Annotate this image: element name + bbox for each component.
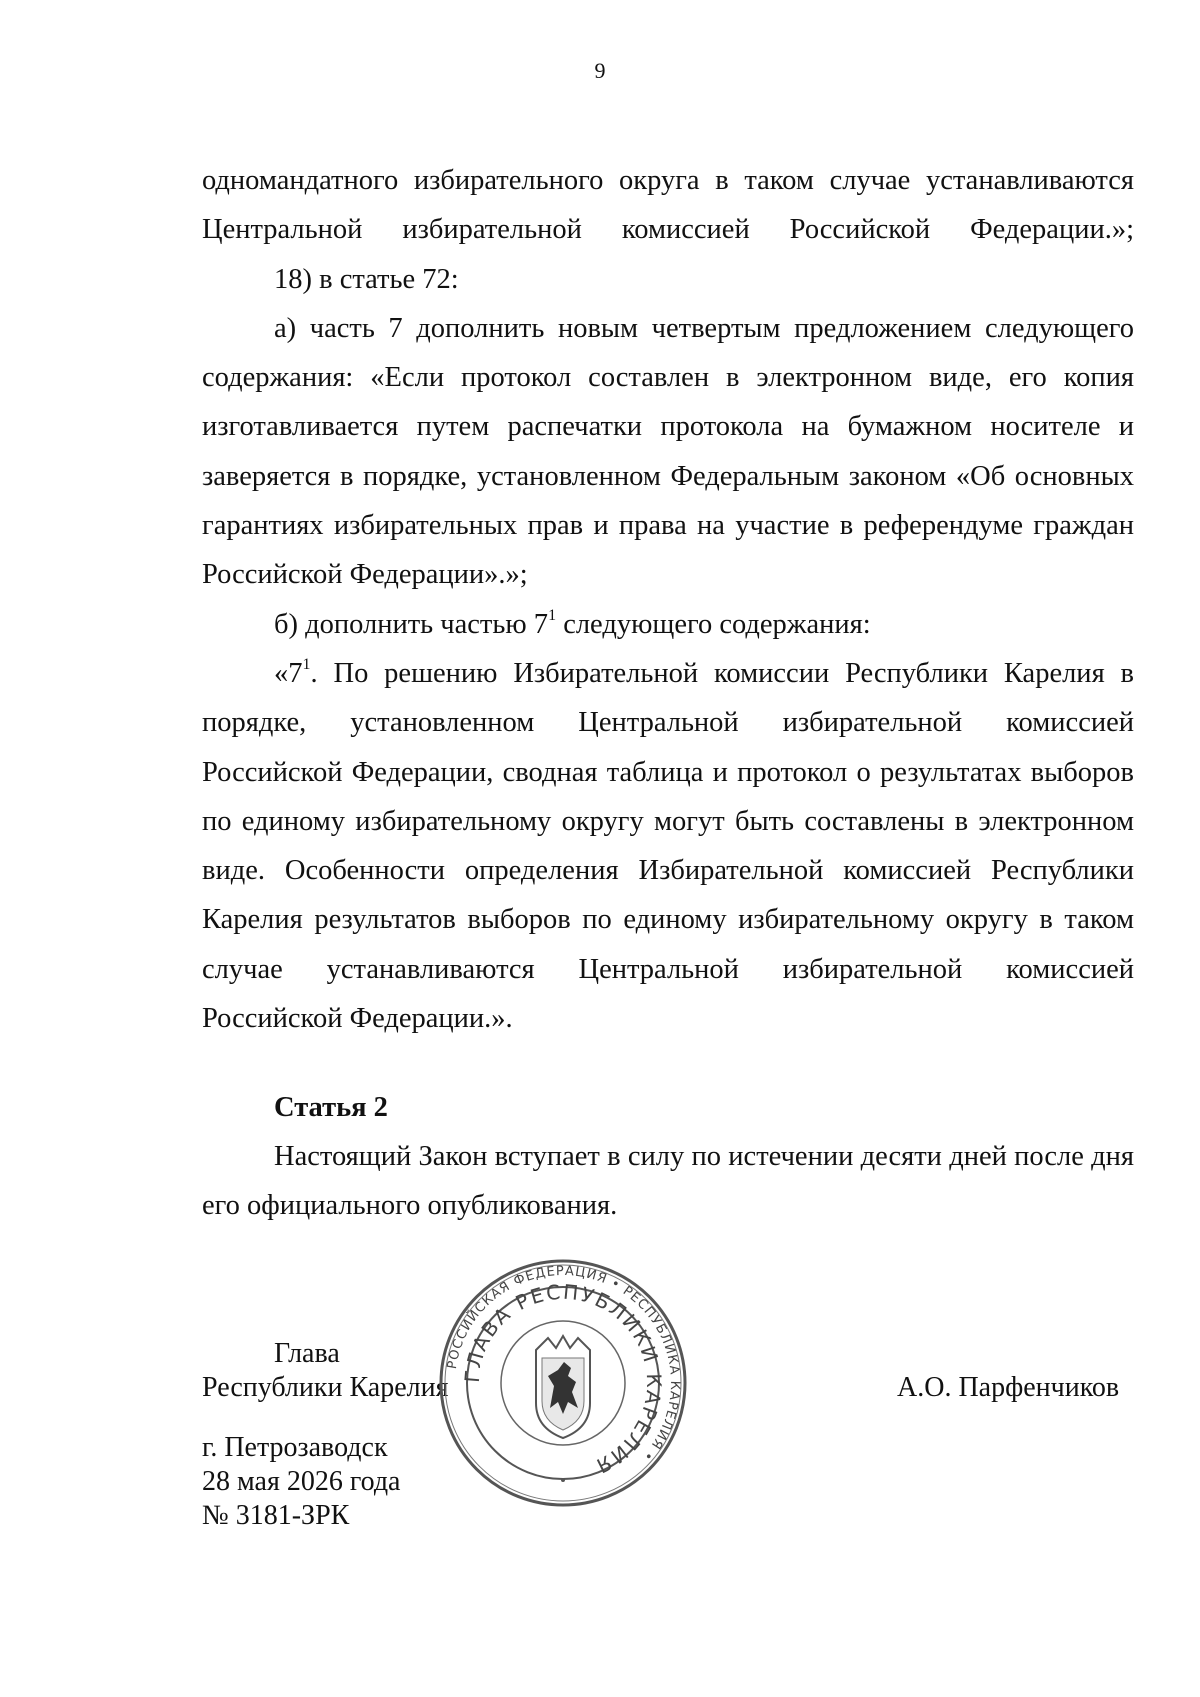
article-paragraph — [202, 1132, 1134, 1231]
paragraph-text: а) часть 7 дополнить новым четвертым предложением следующего содержания: «Если протокол составлен в электронном виде, его копия изготавливается путем распечатки протокола на бумажном носителе и заверяется в порядке, установленном Федеральным законом «Об основных гарантиях избирательных прав и права на участие в референдуме граждан Российской Федерации».»; — [202, 312, 1134, 591]
paragraph-item-b — [202, 600, 1134, 649]
paragraph-text-start: «7 — [274, 657, 303, 689]
seal-outer-text: РОССИЙСКАЯ ФЕДЕРАЦИЯ • РЕСПУБЛИКА КАРЕЛИЯ • — [444, 1263, 683, 1465]
article-body — [202, 1132, 1134, 1231]
seal-dot — [561, 1478, 565, 1482]
article-heading: Статья 2 — [274, 1092, 388, 1123]
official-seal — [438, 1258, 688, 1508]
place-of-signing: г. Петрозаводск — [202, 1432, 388, 1463]
signatory-title-line2: Республики Карелия — [202, 1372, 449, 1403]
paragraph-text-end: следующего содержания: — [556, 608, 871, 640]
paragraph-continuation — [202, 156, 1134, 255]
paragraph-text: . По решению Избирательной комиссии Республики Карелия в порядке, установленном Центральной избирательной комиссией Российской Федерации, сводная таблица и протокол о результатах выборов по единому избирательному округу могут быть составлены в электронном виде. Особенности определения Избирательной комиссией Республики Карелия результатов выборов по единому избирательному округу в таком случае устанавливаются Центральной избирательной комиссией Российской Федерации.». — [202, 657, 1134, 1035]
seal-inner-text: ГЛАВА РЕСПУБЛИКИ КАРЕЛИЯ — [459, 1279, 667, 1479]
date-of-signing: 28 мая 2026 года — [202, 1466, 401, 1497]
paragraph-text: Настоящий Закон вступает в силу по истечении десяти дней после дня его официального опубликования. — [202, 1141, 1134, 1222]
paragraph-part-7-1 — [202, 649, 1134, 1043]
signatory-name: А.О. Парфенчиков — [897, 1372, 1120, 1403]
paragraph-text-start: б) дополнить частью 7 — [274, 608, 549, 640]
paragraph-item-a — [202, 304, 1134, 600]
document-body — [202, 156, 1134, 1043]
coat-of-arms-emblem — [536, 1336, 590, 1438]
superscript: 1 — [548, 607, 557, 625]
page-number: 9 — [594, 58, 606, 83]
paragraph-text: одномандатного избирательного округа в таком случае устанавливаются Центральной избирательной комиссией Российской Федерации.»; — [202, 165, 1134, 246]
signatory-title-line1: Глава — [274, 1338, 340, 1369]
paragraph-item-18 — [202, 255, 1134, 304]
superscript: 1 — [302, 656, 311, 674]
paragraph-text: 18) в статье 72: — [274, 263, 459, 295]
law-number: № 3181-ЗРК — [202, 1500, 350, 1531]
